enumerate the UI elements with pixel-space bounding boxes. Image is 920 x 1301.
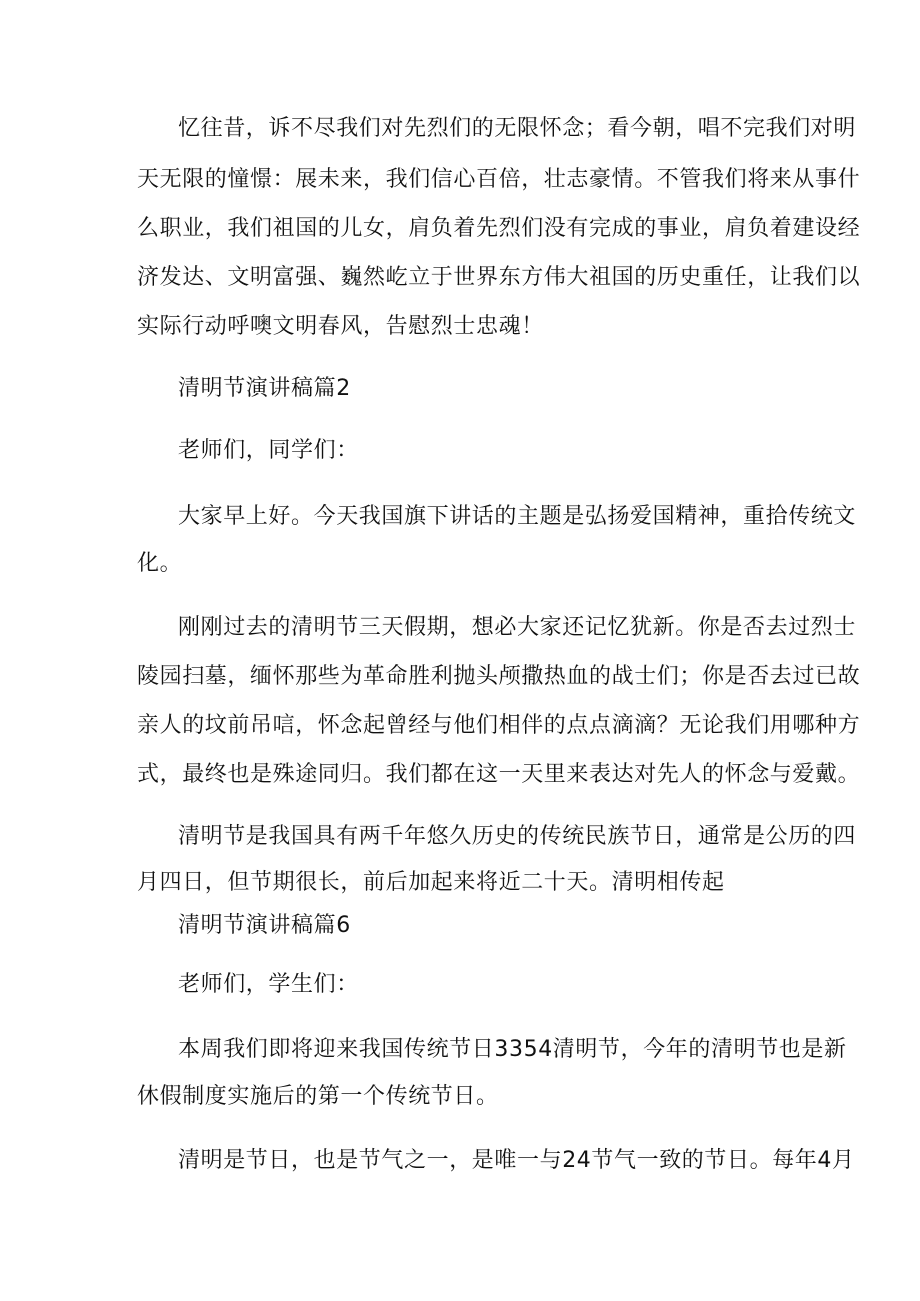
section-heading: 清明节演讲稿篇6 <box>178 913 351 938</box>
section-heading: 清明节演讲稿篇2 <box>178 376 351 401</box>
paragraph-line: 化。 <box>137 551 183 576</box>
paragraph-line: 忆往昔，诉不尽我们对先烈们的无限怀念；看今朝，唱不完我们对明 <box>178 116 857 141</box>
paragraph-line: 本周我们即将迎来我国传统节日3354清明节，今年的清明节也是新 <box>178 1037 847 1062</box>
paragraph-line: 清明节是我国具有两千年悠久历史的传统民族节日，通常是公历的四 <box>178 824 857 849</box>
paragraph-line: 陵园扫墓，缅怀那些为革命胜利抛头颅撒热血的战士们；你是否去过已故 <box>137 664 861 689</box>
paragraph-line: 亲人的坟前吊唁，怀念起曾经与他们相伴的点点滴滴？无论我们用哪种方 <box>137 713 861 738</box>
paragraph-line: 月四日，但节期很长，前后加起来将近二十天。清明相传起 <box>137 870 725 895</box>
paragraph-line: 刚刚过去的清明节三天假期，想必大家还记忆犹新。你是否去过烈士 <box>178 615 857 640</box>
paragraph-line: 清明是节日，也是节气之一，是唯一与24节气一致的节日。每年4月 <box>178 1148 855 1173</box>
paragraph-line: 济发达、文明富强、巍然屹立于世界东方伟大祖国的历史重任，让我们以 <box>137 265 861 290</box>
paragraph-line: 么职业，我们祖国的儿女，肩负着先烈们没有完成的事业，肩负着建设经 <box>137 216 861 241</box>
paragraph-line: 式，最终也是殊途同归。我们都在这一天里来表达对先人的怀念与爱戴。 <box>137 762 861 787</box>
greeting-line: 老师们，同学们： <box>178 438 359 463</box>
paragraph-line: 休假制度实施后的第一个传统节日。 <box>137 1084 499 1109</box>
paragraph-line: 大家早上好。今天我国旗下讲话的主题是弘扬爱国精神，重拾传统文 <box>178 504 857 529</box>
greeting-line: 老师们，学生们： <box>178 972 359 997</box>
paragraph-line: 天无限的憧憬：展未来，我们信心百倍，壮志豪情。不管我们将来从事什 <box>137 167 861 192</box>
paragraph-line: 实际行动呼噢文明春风，告慰烈士忠魂！ <box>137 314 544 339</box>
